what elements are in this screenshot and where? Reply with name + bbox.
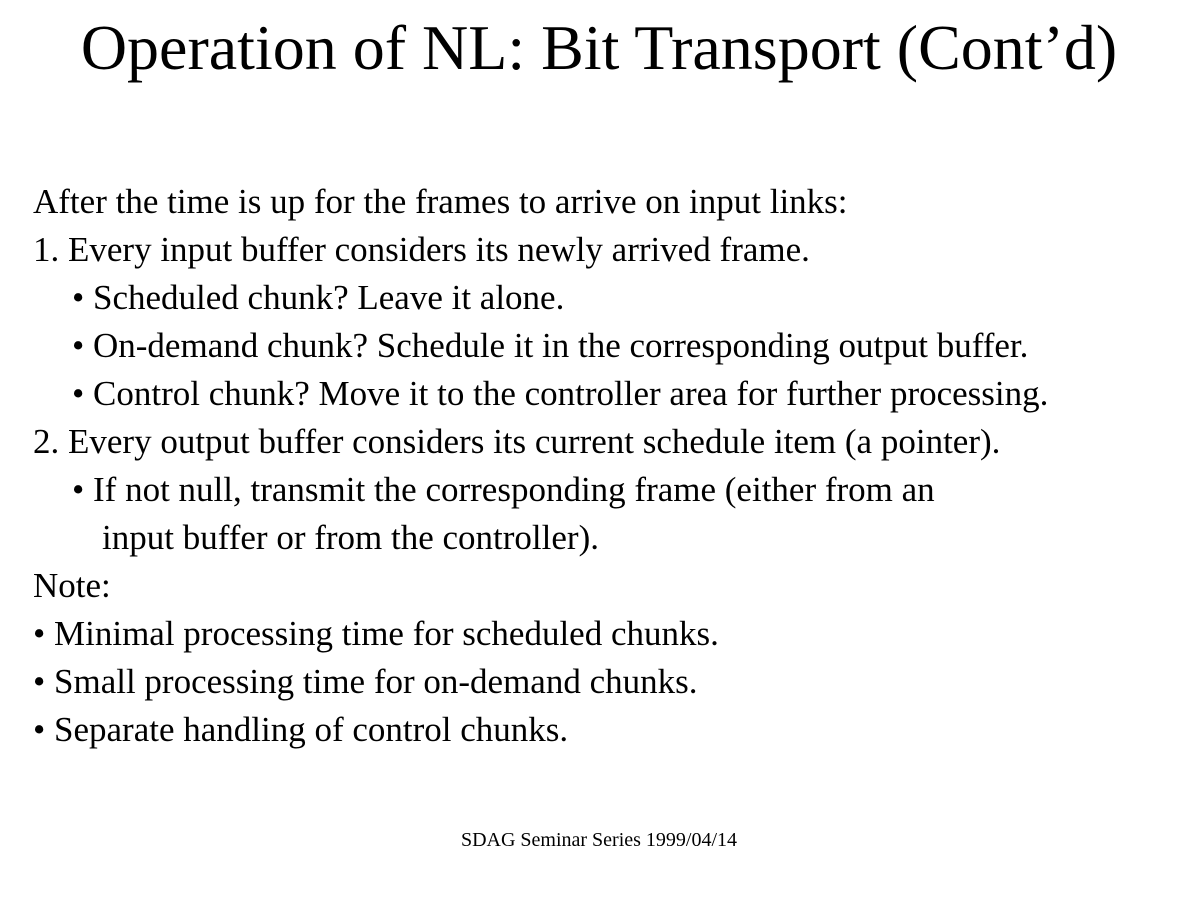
note-bullet-minimal: • Minimal processing time for scheduled chunks. <box>33 614 719 653</box>
step-1-bullet-on-demand: • On-demand chunk? Schedule it in the corresponding output buffer. <box>72 326 1029 365</box>
step-1-bullet-scheduled: • Scheduled chunk? Leave it alone. <box>72 278 565 317</box>
slide-title: Operation of NL: Bit Transport (Cont’d) <box>80 12 1118 83</box>
step-1-line: 1. Every input buffer considers its newly arrived frame. <box>33 230 810 269</box>
step-2-line: 2. Every output buffer considers its current schedule item (a pointer). <box>33 422 1001 461</box>
step-1-bullet-control: • Control chunk? Move it to the controller area for further processing. <box>72 374 1049 413</box>
slide-body <box>33 178 1193 754</box>
intro-line: After the time is up for the frames to arrive on input links: <box>33 182 848 221</box>
note-heading: Note: <box>33 566 111 605</box>
step-2-bullet-transmit: • If not null, transmit the corresponding frame (either from an <box>72 470 935 509</box>
step-2-bullet-transmit-continued: input buffer or from the controller). <box>102 518 599 557</box>
note-bullet-separate: • Separate handling of control chunks. <box>33 710 569 749</box>
note-bullet-small: • Small processing time for on-demand chunks. <box>33 662 698 701</box>
slide-footer: SDAG Seminar Series 1999/04/14 <box>460 829 738 851</box>
